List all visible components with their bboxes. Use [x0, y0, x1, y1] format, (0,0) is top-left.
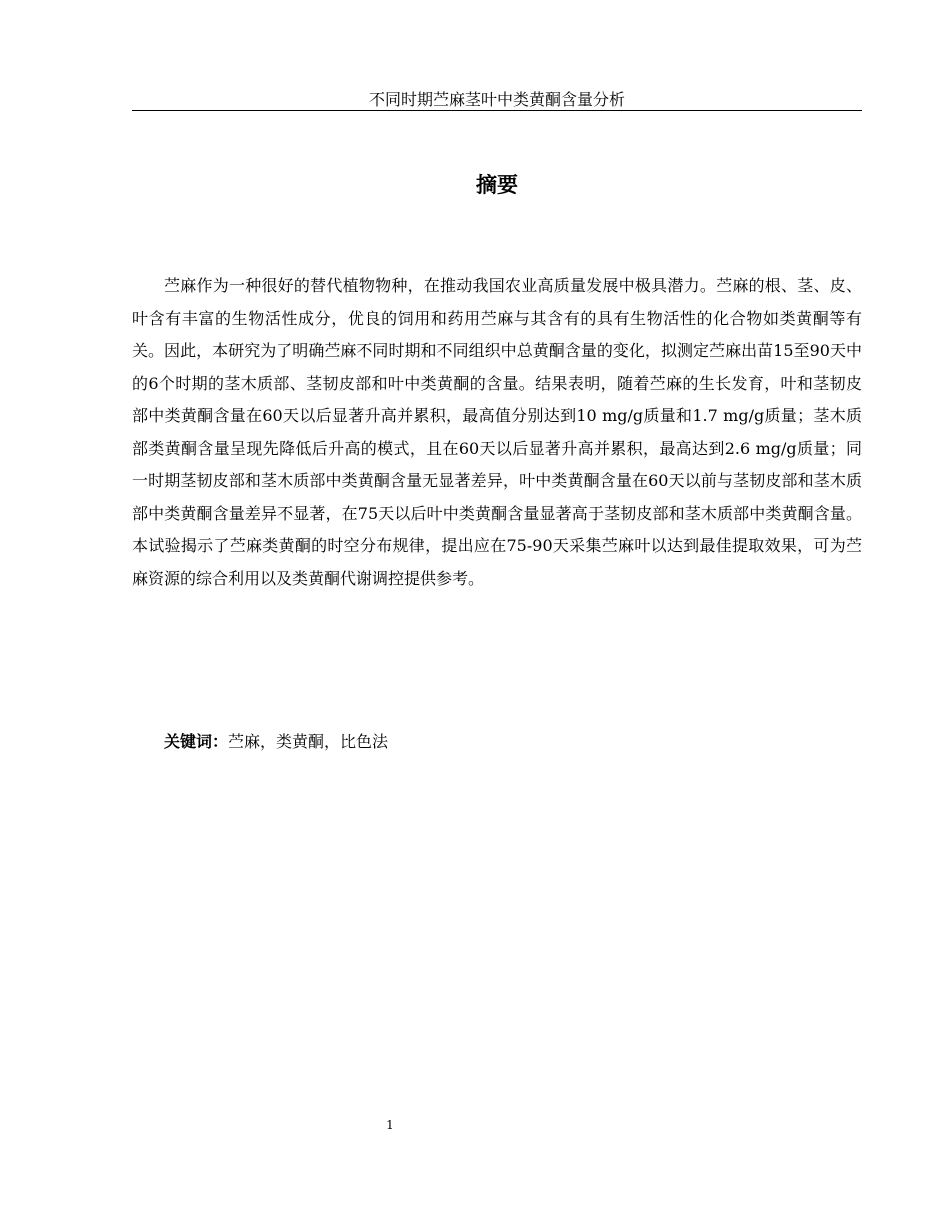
page-number: 1	[386, 1118, 394, 1132]
running-header: 不同时期苎麻茎叶中类黄酮含量分析	[368, 90, 625, 109]
abstract-title: 摘要	[476, 173, 518, 197]
keywords-label: 关键词：	[164, 732, 229, 751]
keywords-line	[132, 728, 862, 756]
keywords-value: 苎麻，类黄酮，比色法	[228, 732, 389, 751]
header-rule	[132, 110, 862, 111]
abstract-body: 苎麻作为一种很好的替代植物物种，在推动我国农业高质量发展中极具潜力。苎麻的根、茎、皮、叶含有丰富的生物活性成分，优良的饲用和药用苎麻与其含有的具有生物活性的化合物如类黄酮等有关。因此，本研究为了明确苎麻不同时期和不同组织中总黄酮含量的变化，拟测定苎麻出苗15至90天中的6个时期的茎木质部、茎韧皮部和叶中类黄酮的含量。结果表明，随着苎麻的生长发育，叶和茎韧皮部中类黄酮含量在60天以后显著升高并累积，最高值分别达到10 mg/g质量和1.7 mg/g质量；茎木质部类黄酮含量呈现先降低后升高的模式，且在60天以后显著升高并累积，最高达到2.6 mg/g质量；同一时期茎韧皮部和茎木质部中类黄酮含量无显著差异，叶中类黄酮含量在60天以前与茎韧皮部和茎木质部中类黄酮含量差异不显著，在75天以后叶中类黄酮含量显著高于茎韧皮部和茎木质部中类黄酮含量。本试验揭示了苎麻类黄酮的时空分布规律，提出应在75-90天采集苎麻叶以达到最佳提取效果，可为苎麻资源的综合利用以及类黄酮代谢调控提供参考。	[132, 276, 862, 588]
